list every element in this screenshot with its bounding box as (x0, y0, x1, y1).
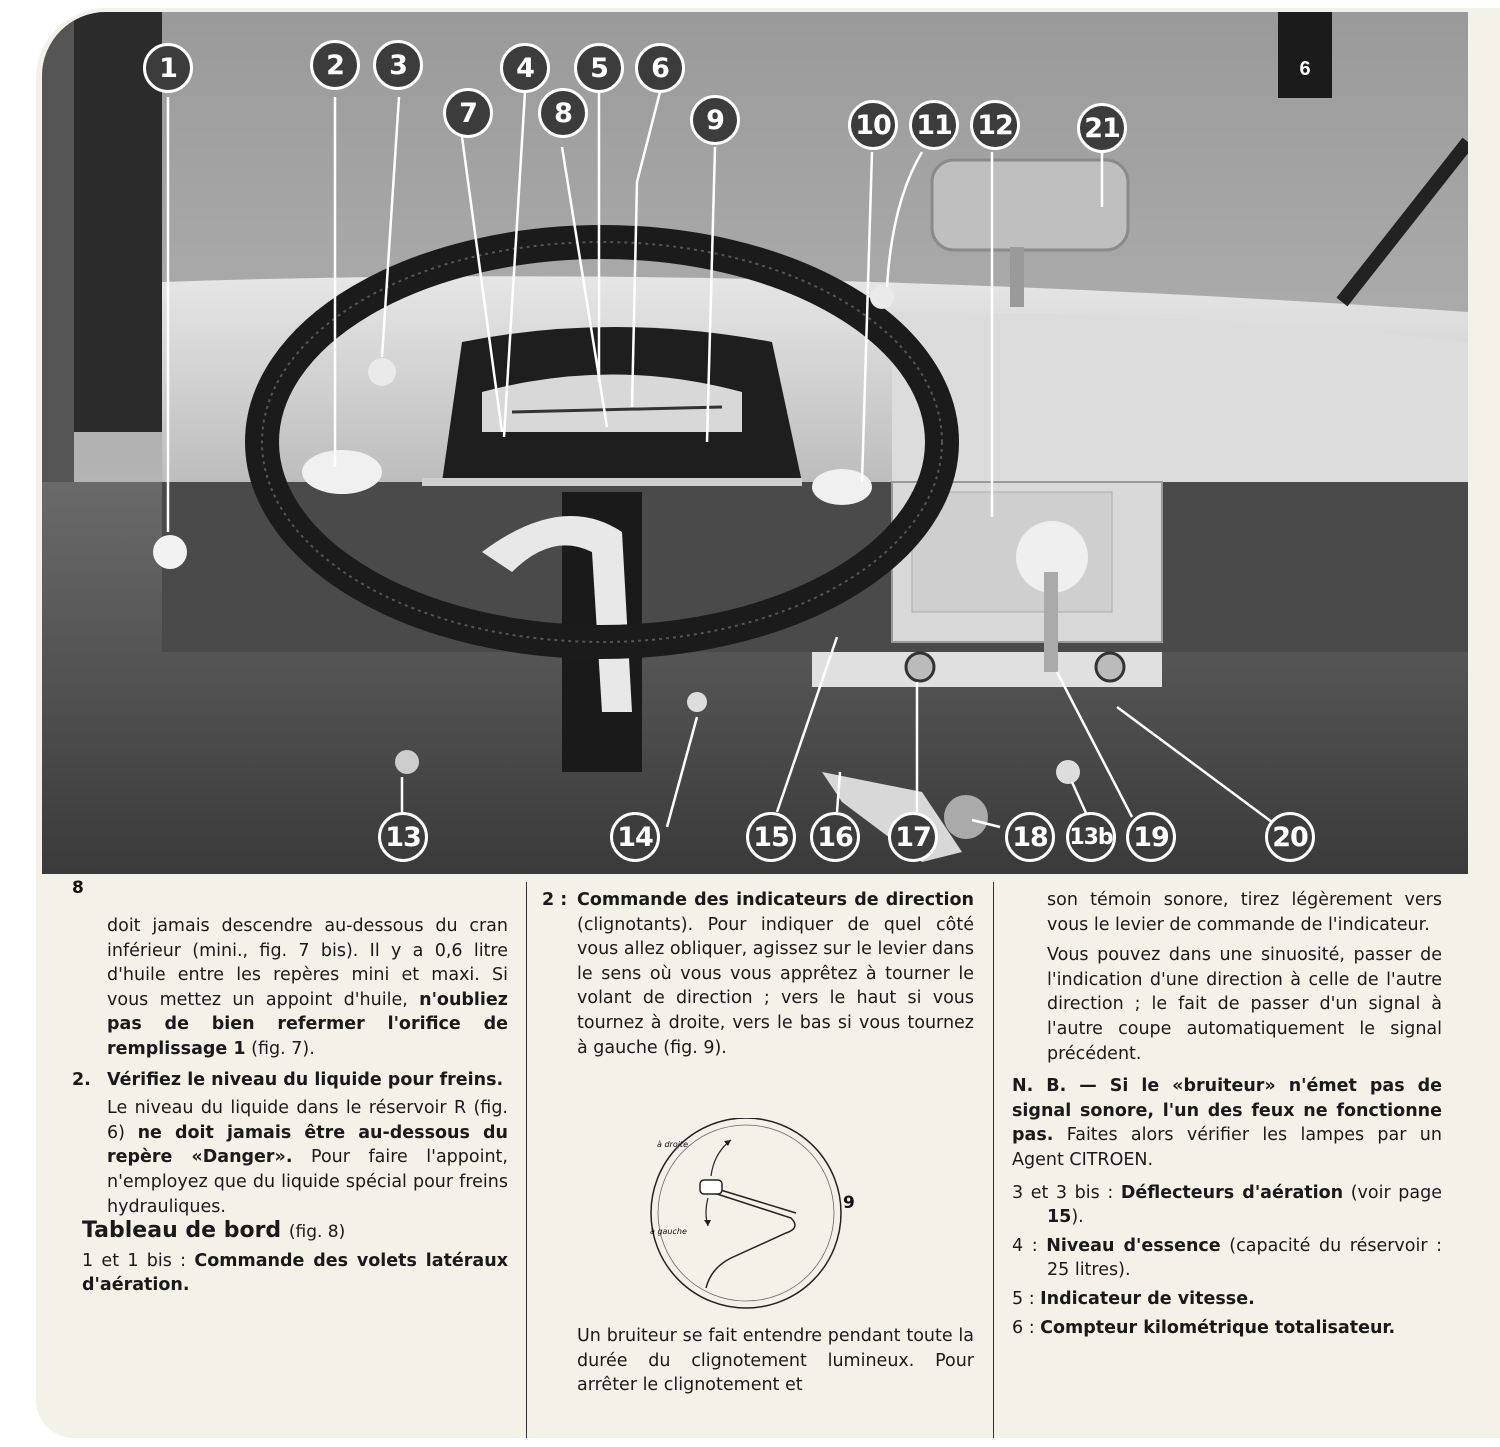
callout-8: 8 (538, 88, 588, 138)
callout-19: 19 (1126, 812, 1176, 862)
column-2-bottom (577, 1324, 974, 1398)
bold-text: n'oubliez pas de bien refermer l'orifice de remplissage 1 (107, 989, 508, 1059)
page-number-tab (1278, 12, 1332, 98)
text: Pour faire l'appoint, n'employez que du liquide spécial pour freins hydrauliques. (107, 1147, 508, 1217)
callout-3: 3 (373, 40, 423, 90)
paragraph (72, 1249, 508, 1298)
page-ref: 15 (1047, 1207, 1072, 1228)
dashboard-illustration (42, 12, 1468, 874)
callout-14: 14 (610, 812, 660, 862)
page-number: 6 (1299, 57, 1311, 80)
callout-4: 4 (500, 43, 550, 93)
bold-text: Indicateur de vitesse. (1040, 1288, 1255, 1309)
text: Le niveau du liquide dans le réservoir R (fig. 6) (107, 1098, 508, 1143)
heading-ref: (fig. 8) (288, 1222, 346, 1243)
callout-10: 10 (848, 100, 898, 150)
text: ). (1071, 1207, 1084, 1228)
text: 1 et 1 bis : (82, 1250, 187, 1271)
list-item (1012, 1181, 1442, 1230)
callout-9: 9 (690, 95, 740, 145)
column-2 (542, 888, 974, 1060)
item-number: 6 : (1012, 1317, 1035, 1338)
callout-21: 21 (1077, 103, 1127, 153)
callout-18: 18 (1005, 812, 1055, 862)
bold-text: Compteur kilométrique totalisateur. (1040, 1317, 1396, 1338)
column-3 (1012, 888, 1442, 1340)
text: (fig. 7). (251, 1038, 315, 1059)
text: (capacité du réservoir : 25 litres). (1047, 1235, 1443, 1281)
callout-6: 6 (635, 43, 685, 93)
callout-7: 7 (443, 88, 493, 138)
dashboard-photo (42, 12, 1468, 874)
paragraph: Un bruiteur se fait entendre pendant toute la durée du clignotement lumineux. Pour arrêter le clignotement et (577, 1326, 974, 1396)
callout-1: 1 (143, 43, 193, 93)
paragraph (72, 914, 508, 1062)
bold-text: ne doit jamais être au-dessous du repère «Danger». (107, 1122, 508, 1168)
callout-13b: 13b (1066, 812, 1116, 862)
text: (voir page (1350, 1182, 1442, 1203)
section-heading (72, 1219, 508, 1245)
bold-text: N. B. — Si le «bruiteur» n'émet pas de signal sonore, l'un des feux ne fonctionne pas. (1012, 1076, 1442, 1146)
item-number: 2. (72, 1069, 91, 1090)
paragraph (1012, 1074, 1442, 1172)
callout-11: 11 (909, 100, 959, 150)
figure-9-left-label: à gauche (650, 1227, 687, 1236)
list-item (1012, 1316, 1442, 1341)
paragraph: son témoin sonore, tirez légèrement vers vous le levier de commande de l'indicateur. (1047, 890, 1442, 935)
text: Faites alors vérifier les lampes par un Agent CITROEN. (1012, 1125, 1442, 1170)
item-number: 4 : (1012, 1235, 1038, 1256)
callout-13: 13 (378, 812, 428, 862)
figure-9-label: 9 (843, 1193, 855, 1213)
list-item (72, 1068, 508, 1093)
column-1 (72, 914, 508, 1298)
item-number: 2 : (542, 890, 568, 910)
text: (clignotants). Pour indiquer de quel côté vous allez obliquer, agissez sur le levier dans le sens où vous vous apprêtez à tourner le volant de direction ; vers le haut si vous tournez à droite, vers le bas si vous tournez à gauche (fig. 9). (577, 914, 974, 1058)
figure-9-right-label: à droite (657, 1140, 688, 1149)
heading-text: Tableau de bord (82, 1218, 282, 1244)
item-number: 5 : (1012, 1288, 1035, 1309)
callout-12: 12 (970, 100, 1020, 150)
callout-16: 16 (810, 812, 860, 862)
item-title: Commande des indicateurs de direction (577, 890, 974, 910)
bold-text: Déflecteurs d'aération (1120, 1182, 1344, 1203)
paragraph (72, 1096, 508, 1219)
item-number: 3 et 3 bis : (1012, 1182, 1114, 1203)
item-title: Vérifiez le niveau du liquide pour freins. (107, 1069, 504, 1090)
callout-15: 15 (746, 812, 796, 862)
list-item (1012, 1287, 1442, 1312)
list-item (1012, 1234, 1442, 1283)
callout-20: 20 (1265, 812, 1315, 862)
text: doit jamais descendre au-dessous du cran inférieur (mini., fig. 7 bis). Il y a 0,6 litre d'huile entre les repères mini et maxi. Si vous mettez un appoint d'huile, (107, 916, 508, 1010)
list-item (542, 888, 974, 1060)
figure-9-diagram (596, 1118, 896, 1318)
callout-17: 17 (888, 812, 938, 862)
bold-text: Niveau d'essence (1046, 1235, 1221, 1256)
callout-5: 5 (574, 43, 624, 93)
figure-number: 8 (72, 878, 84, 898)
bold-text: Commande des volets latéraux d'aération. (82, 1250, 508, 1296)
paragraph: Vous pouvez dans une sinuosité, passer de l'indication d'une direction à celle de l'autre direction ; le fait de passer d'un signal à l'autre coupe automatiquement le signal précédent. (1047, 945, 1442, 1064)
callout-2: 2 (310, 40, 360, 90)
